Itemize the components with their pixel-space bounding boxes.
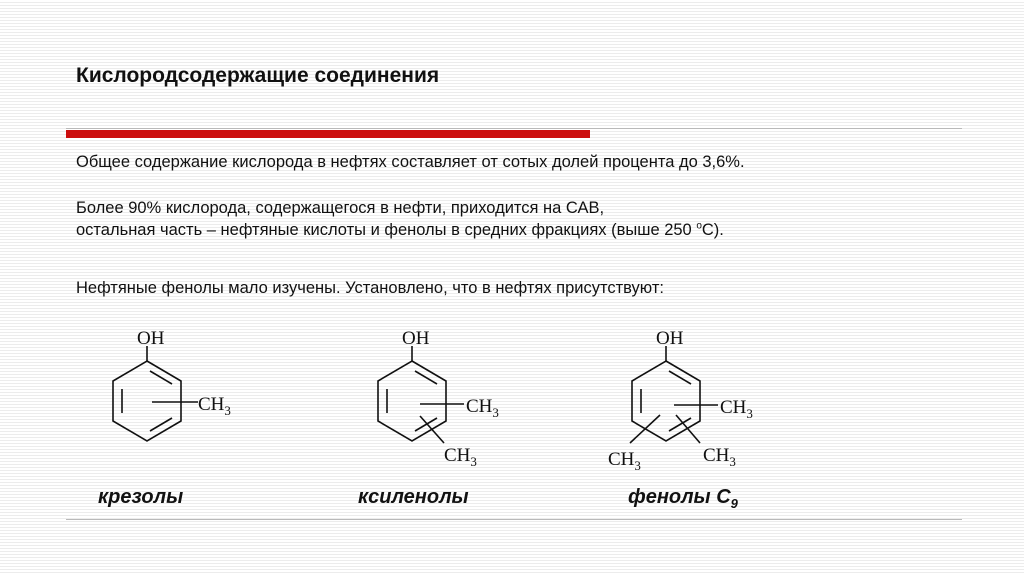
title-divider — [66, 128, 962, 129]
hydroxyl-group: OH — [137, 328, 165, 349]
paragraph-oxygen-content: Общее содержание кислорода в нефтях составляет от сотых долей процента до 3,6%. — [76, 153, 745, 171]
slide-title: Кислородсодержащие соединения — [76, 64, 440, 87]
methyl-group: $CH_3$ — [198, 394, 231, 418]
methyl-group: $CH_3$ — [444, 445, 477, 469]
paragraph-line-2-end: С). — [701, 221, 724, 239]
methyl-group: $CH_3$ — [720, 397, 753, 421]
benzene-ring — [378, 361, 446, 441]
methyl-group: $CH_3$ — [608, 449, 641, 473]
hydroxyl-group: OH — [402, 328, 430, 349]
xylenol-structure — [378, 346, 464, 443]
accent-bar — [66, 130, 590, 138]
paragraph-phenols-intro: Нефтяные фенолы мало изучены. Установлено, что в нефтях присутствуют: — [76, 279, 664, 297]
methyl-group: $CH_3$ — [703, 445, 736, 469]
benzene-ring — [632, 361, 700, 441]
c9-phenol-structure — [630, 346, 718, 443]
cresol-structure — [113, 346, 198, 441]
benzene-ring — [113, 361, 181, 441]
paragraph-oxygen-distribution — [76, 197, 724, 241]
label-cresols: крезолы — [98, 486, 184, 508]
label-c9-phenols: фенолы $С_9$ — [628, 486, 738, 511]
paragraph-line-2-start: остальная часть – нефтяные кислоты и фенолы в средних фракциях (выше 250 — [76, 221, 697, 239]
paragraph-line-1: Более 90% кислорода, содержащегося в нефти, приходится на САВ, — [76, 199, 605, 217]
degree-mark: о — [696, 220, 702, 232]
molecule-structures — [0, 310, 1024, 480]
methyl-group: $CH_3$ — [466, 396, 499, 420]
label-xylenols: ксиленолы — [358, 486, 469, 508]
bottom-divider — [66, 519, 962, 520]
hydroxyl-group: OH — [656, 328, 684, 349]
